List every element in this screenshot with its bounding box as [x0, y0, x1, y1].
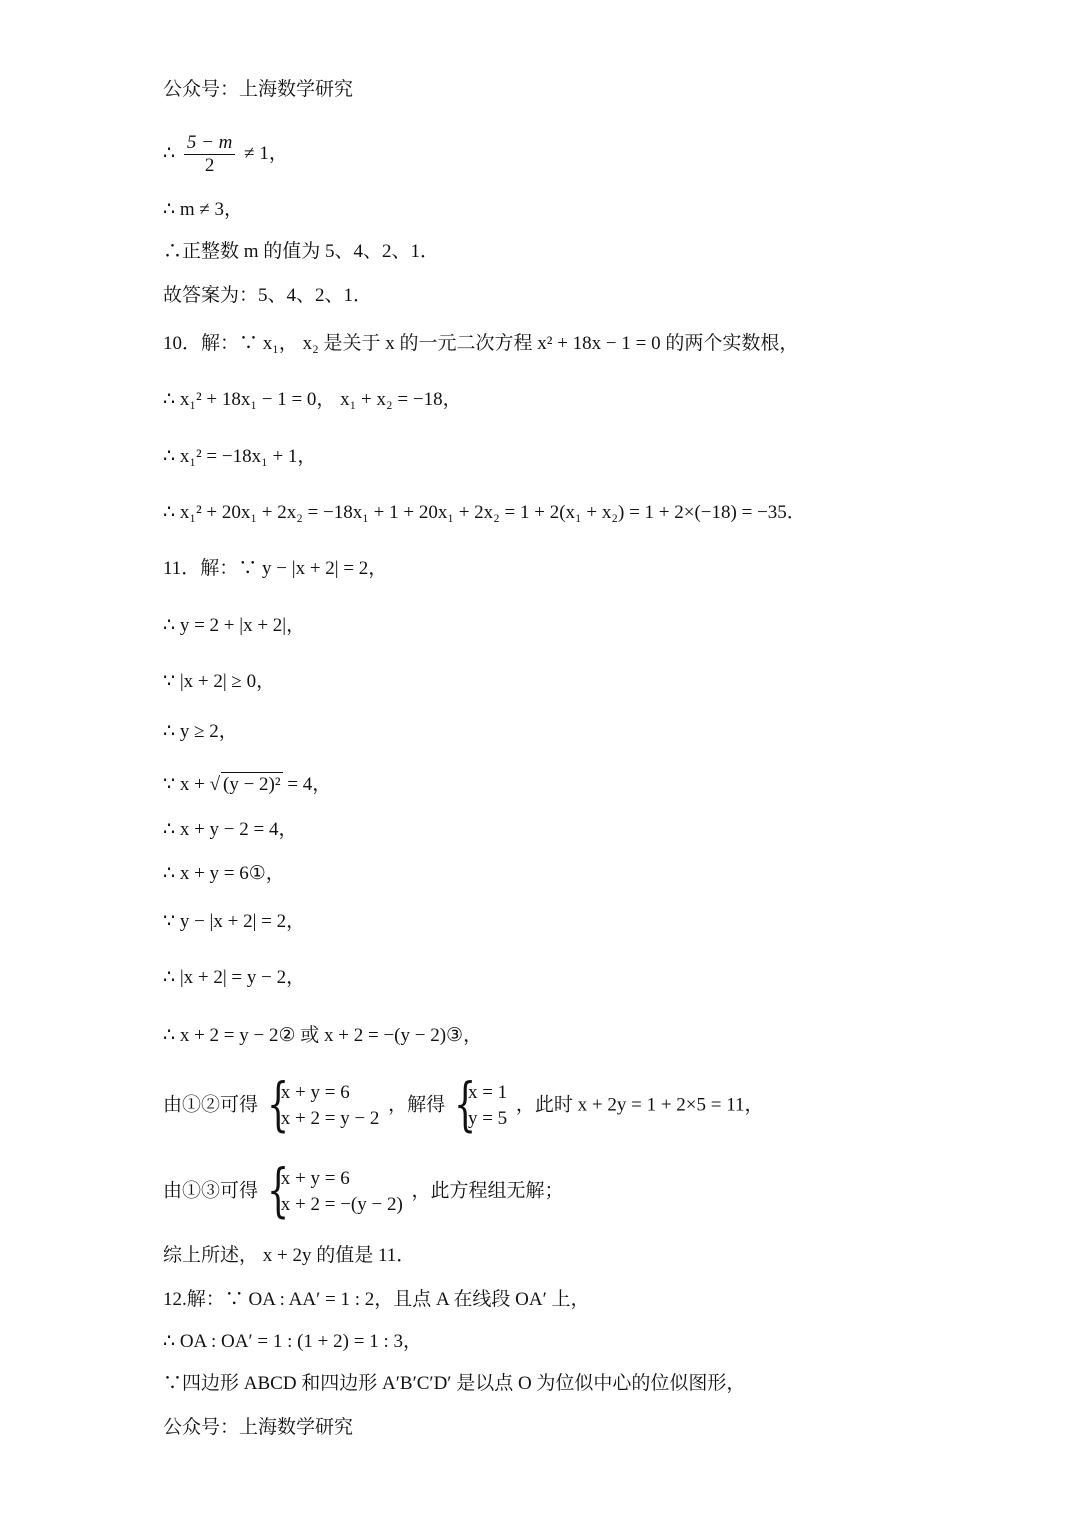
- solution-system: [453, 1070, 508, 1138]
- solution-line: 故答案为：5、4、2、1．: [163, 285, 373, 306]
- system-row: y = 5: [467, 1108, 508, 1129]
- system-row: x + y = 6: [280, 1082, 350, 1103]
- sqrt-suffix: = 4，: [282, 774, 332, 795]
- system-suffix: ，此时 x + 2y = 1 + 2×5 = 11，: [515, 1094, 764, 1116]
- solution-line: ∴ x₁² = −18x₁ + 1，: [163, 446, 317, 467]
- system-row: x + y = 6: [280, 1168, 350, 1189]
- problem-10-header: 10．解：∵ x₁， x₂ 是关于 x 的一元二次方程 x² + 18x − 1 = 0 的两个实数根，: [163, 333, 799, 354]
- system-prefix: 由①②可得: [163, 1094, 259, 1116]
- sqrt-radicand: (y − 2)²: [223, 774, 281, 795]
- solution-line: ∴ x + 2 = y − 2② 或 x + 2 = −(y − 2)③，: [163, 1025, 483, 1046]
- solution-line: ∴ x₁² + 20x₁ + 2x₂ = −18x₁ + 1 + 20x₁ + 2x₂ = 1 + 2(x₁ + x₂) = 1 + 2×(−18) = −35．: [163, 502, 806, 523]
- fraction-numerator: 5 − m: [184, 132, 236, 155]
- solution-line: ∵ |x + 2| ≥ 0，: [163, 671, 276, 692]
- system-prefix: 由①③可得: [163, 1180, 259, 1202]
- solution-line-system: [163, 1070, 764, 1138]
- system-mid: ，解得: [388, 1094, 446, 1116]
- solution-line: ∴ OA : OA′ = 1 : (1 + 2) = 1 : 3，: [163, 1331, 422, 1352]
- fraction: [184, 132, 236, 177]
- solution-line: ∴ m ≠ 3，: [163, 199, 244, 220]
- solution-line: ∴ x + y − 2 = 4，: [163, 819, 298, 840]
- solution-line: ∴ y = 2 + |x + 2|，: [163, 615, 306, 636]
- solution-line-sqrt: [163, 772, 331, 797]
- page-footer: 公众号：上海数学研究: [163, 1417, 354, 1438]
- system-suffix: ，此方程组无解；: [411, 1180, 564, 1202]
- page-header: 公众号：上海数学研究: [163, 79, 354, 100]
- solution-line-fraction: [163, 132, 288, 177]
- sqrt-symbol: √: [209, 774, 220, 795]
- equation-system: [266, 1156, 403, 1224]
- therefore-symbol: ∴: [163, 142, 176, 164]
- fraction-denominator: 2: [204, 155, 215, 176]
- solution-line: ∵ y − |x + 2| = 2，: [163, 911, 306, 932]
- solution-line: ∴正整数 m 的值为 5、4、2、1．: [163, 241, 440, 262]
- equation-system: [266, 1070, 380, 1138]
- system-row: x + 2 = y − 2: [280, 1108, 380, 1129]
- brace-icon: {: [266, 1156, 289, 1224]
- brace-icon: {: [266, 1070, 289, 1138]
- solution-line: ∴ x + y = 6①，: [163, 863, 285, 884]
- solution-line: ∴ x₁² + 18x₁ − 1 = 0， x₁ + x₂ = −18，: [163, 389, 462, 410]
- solution-line: ∵四边形 ABCD 和四边形 A′B′C′D′ 是以点 O 为位似中心的位似图形，: [163, 1373, 746, 1394]
- problem-12-header: 12.解：∵ OA : AA′ = 1 : 2，且点 A 在线段 OA′ 上，: [163, 1289, 590, 1310]
- system-row: x = 1: [467, 1082, 508, 1103]
- solution-line-system: [163, 1156, 564, 1224]
- solution-line: ∴ |x + 2| = y − 2，: [163, 967, 306, 988]
- sqrt-prefix: ∵ x +: [163, 774, 210, 795]
- brace-icon: {: [453, 1070, 477, 1138]
- solution-line: ∴ y ≥ 2，: [163, 721, 238, 742]
- fraction-suffix: ≠ 1，: [244, 142, 288, 164]
- system-row: x + 2 = −(y − 2): [280, 1194, 403, 1215]
- problem-11-header: 11．解：∵ y − |x + 2| = 2，: [163, 558, 388, 579]
- solution-line: 综上所述， x + 2y 的值是 11．: [163, 1245, 416, 1266]
